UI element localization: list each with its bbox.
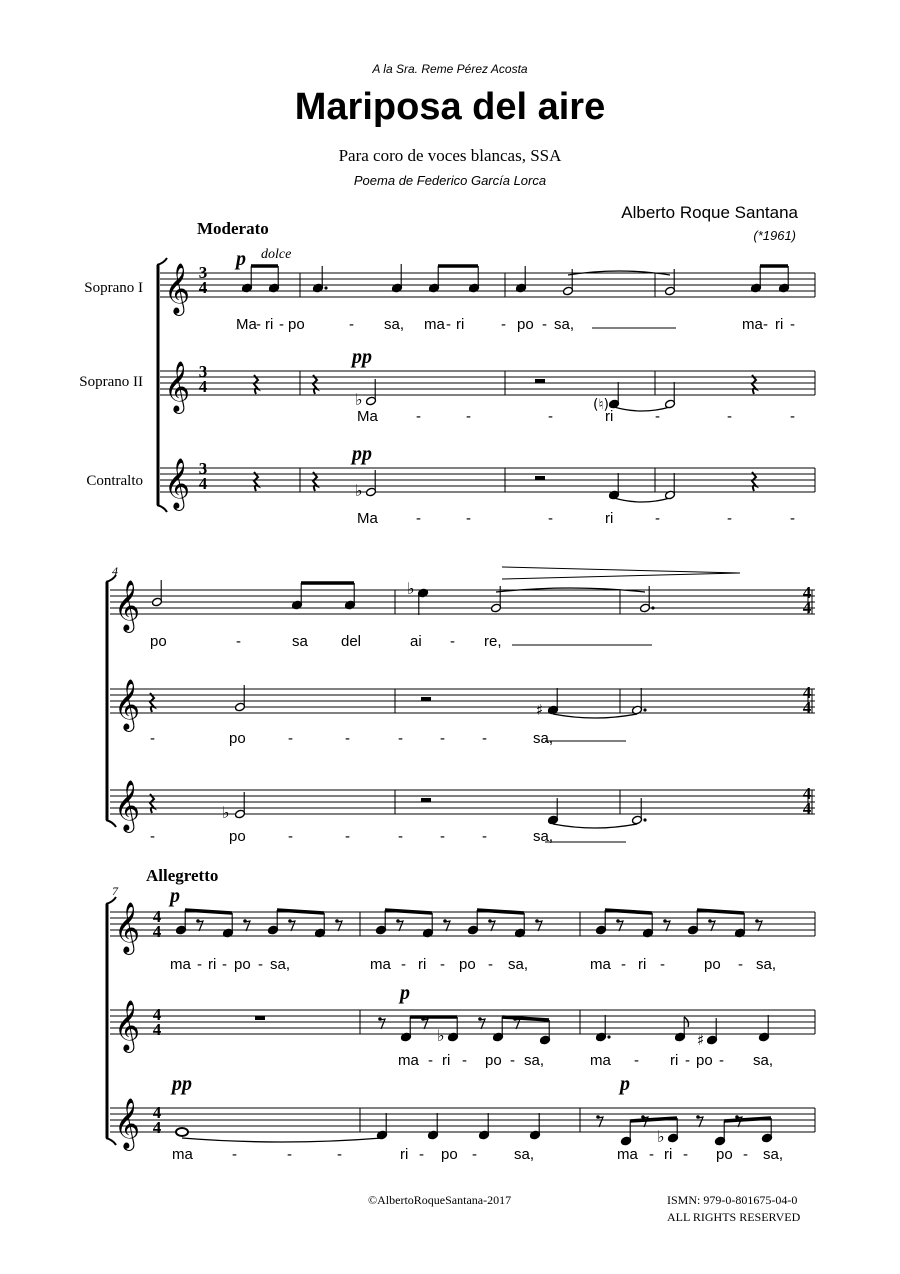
time-signature-top: 4 — [152, 1005, 162, 1024]
time-signature-bottom: 4 — [152, 1118, 162, 1137]
quarter-rest-icon — [150, 794, 154, 813]
lyric-hyphen: - — [337, 1146, 342, 1163]
lyric-syllable: ri — [456, 316, 465, 333]
lyric-hyphen: - — [660, 956, 665, 973]
treble-clef-icon: 𝄞 — [114, 580, 141, 631]
lyric-syllable: ri — [265, 316, 274, 333]
lyric-hyphen: - — [232, 1146, 237, 1163]
lyric-syllable: ma — [590, 1052, 611, 1069]
dynamic-marking: p — [170, 885, 180, 907]
expression-marking: dolce — [261, 247, 292, 262]
lyric-hyphen: - — [345, 828, 350, 845]
dynamic-marking: pp — [172, 1073, 192, 1095]
half-rest-icon — [421, 697, 431, 701]
lyric-hyphen: - — [440, 828, 445, 845]
augmentation-dot — [607, 1035, 610, 1038]
lyric-syllable: sa, — [753, 1052, 774, 1069]
measure-number: 7 — [112, 884, 118, 898]
lyric-hyphen: - — [482, 730, 487, 747]
lyric-syllable: Ma — [236, 316, 257, 333]
lyric-syllable: ri — [605, 510, 614, 527]
time-signature-top: 3 — [198, 459, 208, 478]
time-signature-top: 3 — [198, 362, 208, 381]
lyric-hyphen: - — [428, 1052, 433, 1069]
lyric-syllable: ri — [664, 1146, 673, 1163]
lyric-syllable: po — [485, 1052, 502, 1069]
lyric-syllable: sa, — [514, 1146, 535, 1163]
lyric-syllable: po — [234, 956, 251, 973]
lyric-hyphen: - — [288, 828, 293, 845]
lyric-hyphen: - — [634, 1052, 639, 1069]
lyric-syllable: sa, — [524, 1052, 545, 1069]
half-rest-icon — [421, 798, 431, 802]
quarter-rest-icon — [254, 472, 258, 491]
lyric-syllable: po — [696, 1052, 713, 1069]
tie-curve — [614, 407, 670, 411]
lyric-syllable: re, — [484, 633, 502, 650]
lyric-hyphen: - — [548, 408, 553, 425]
lyric-syllable: sa, — [554, 316, 575, 333]
lyric-hyphen: - — [510, 1052, 515, 1069]
flat-icon: ♭ — [407, 579, 415, 598]
lyric-syllable: sa, — [533, 828, 554, 845]
note-beam — [605, 910, 652, 913]
lyric-hyphen: - — [440, 956, 445, 973]
note-beam — [724, 1118, 771, 1121]
lyric-hyphen: - — [466, 408, 471, 425]
sharp-icon: ♯ — [536, 701, 544, 719]
lyric-syllable: sa, — [533, 730, 554, 747]
lyric-hyphen: - — [655, 408, 660, 425]
lyric-syllable: Ma — [357, 408, 378, 425]
augmentation-dot — [643, 818, 646, 821]
lyric-hyphen: - — [287, 1146, 292, 1163]
lyric-syllable: ri — [442, 1052, 451, 1069]
lyric-hyphen: - — [416, 510, 421, 527]
dynamic-marking: p — [400, 982, 410, 1004]
treble-clef-icon: 𝄞 — [164, 458, 191, 509]
decrescendo-hairpin — [502, 573, 740, 579]
lyric-syllable: po — [150, 633, 167, 650]
copyright-notice: ©AlbertoRoqueSantana-2017 — [368, 1193, 512, 1207]
lyric-syllable: ma — [170, 956, 191, 973]
lyric-syllable: po — [704, 956, 721, 973]
lyric-hyphen: - — [236, 633, 241, 650]
dynamic-marking: pp — [352, 346, 372, 368]
lyric-hyphen: - — [258, 956, 263, 973]
lyric-hyphen: - — [466, 510, 471, 527]
dynamic-marking: p — [236, 248, 246, 270]
time-signature-top: 4 — [802, 683, 812, 702]
tie-curve — [182, 1138, 382, 1142]
lyric-syllable: ri — [775, 316, 784, 333]
time-signature-top: 4 — [152, 907, 162, 926]
lyric-hyphen: - — [542, 316, 547, 333]
lyric-hyphen: - — [548, 510, 553, 527]
lyric-syllable: sa, — [384, 316, 405, 333]
note-beam — [185, 910, 232, 913]
lyric-hyphen: - — [256, 316, 261, 333]
lyric-hyphen: - — [719, 1052, 724, 1069]
lyric-hyphen: - — [501, 316, 506, 333]
lyric-hyphen: - — [440, 730, 445, 747]
treble-clef-icon: 𝄞 — [114, 780, 141, 831]
lyric-hyphen: - — [763, 316, 768, 333]
decrescendo-hairpin — [502, 567, 740, 573]
lyric-hyphen: - — [401, 956, 406, 973]
treble-clef-icon: 𝄞 — [114, 1098, 141, 1149]
lyric-syllable: ma — [424, 316, 445, 333]
lyric-hyphen: - — [150, 828, 155, 845]
time-signature-bottom: 4 — [802, 799, 812, 818]
note-beam — [477, 910, 524, 913]
voice-name-soprano-1: Soprano I — [84, 280, 143, 296]
lyric-syllable: ri — [605, 408, 614, 425]
sharp-icon: ♯ — [697, 1031, 705, 1049]
lyric-hyphen: - — [446, 316, 451, 333]
lyric-hyphen: - — [685, 1052, 690, 1069]
lyric-syllable: ri — [208, 956, 217, 973]
treble-clef-icon: 𝄞 — [164, 263, 191, 314]
lyric-hyphen: - — [743, 1146, 748, 1163]
augmentation-dot — [651, 606, 654, 609]
note-beam — [385, 910, 432, 913]
lyric-syllable: ma — [398, 1052, 419, 1069]
note-beam — [502, 1017, 549, 1020]
tempo-marking-allegretto: Allegretto — [146, 866, 219, 885]
flat-icon: ♭ — [657, 1127, 665, 1146]
tie-curve — [553, 824, 637, 828]
page-title: Mariposa del aire — [294, 86, 606, 128]
time-signature-bottom: 4 — [152, 1020, 162, 1039]
augmentation-dot — [324, 286, 327, 289]
time-signature-bottom: 4 — [152, 922, 162, 941]
lyric-hyphen: - — [398, 730, 403, 747]
lyric-syllable: sa — [292, 633, 308, 650]
lyric-hyphen: - — [621, 956, 626, 973]
natural-icon: (♮) — [593, 397, 609, 413]
lyric-hyphen: - — [683, 1146, 688, 1163]
lyric-hyphen: - — [790, 510, 795, 527]
lyric-syllable: ri — [638, 956, 647, 973]
lyric-hyphen: - — [727, 510, 732, 527]
quarter-rest-icon — [752, 375, 756, 394]
lyric-syllable: ri — [400, 1146, 409, 1163]
lyric-hyphen: - — [727, 408, 732, 425]
quarter-rest-icon — [254, 375, 258, 394]
lyric-hyphen: - — [790, 316, 795, 333]
dedication: A la Sra. Reme Pérez Acosta — [372, 62, 528, 76]
time-signature-top: 4 — [152, 1103, 162, 1122]
flat-icon: ♭ — [222, 803, 230, 822]
composer-year: (*1961) — [753, 228, 796, 243]
lyric-syllable: del — [341, 633, 362, 650]
lyric-hyphen: - — [150, 730, 155, 747]
lyric-hyphen: - — [450, 633, 455, 650]
lyric-hyphen: - — [398, 828, 403, 845]
lyric-hyphen: - — [197, 956, 202, 973]
dynamic-marking: pp — [352, 443, 372, 465]
lyric-syllable: Ma — [357, 510, 378, 527]
lyric-hyphen: - — [462, 1052, 467, 1069]
half-rest-icon — [535, 379, 545, 383]
lyric-syllable: po — [517, 316, 534, 333]
lyric-syllable: ma — [172, 1146, 193, 1163]
lyric-hyphen: - — [416, 408, 421, 425]
lyric-hyphen: - — [345, 730, 350, 747]
lyric-syllable: ri — [418, 956, 427, 973]
lyric-syllable: sa, — [763, 1146, 784, 1163]
lyric-syllable: ma — [617, 1146, 638, 1163]
tempo-marking-moderato: Moderato — [197, 219, 269, 238]
dynamic-marking: p — [620, 1073, 630, 1095]
note-beam — [697, 910, 744, 913]
time-signature-top: 4 — [802, 784, 812, 803]
lyric-hyphen: - — [472, 1146, 477, 1163]
time-signature-bottom: 4 — [802, 598, 812, 617]
quarter-rest-icon — [313, 472, 317, 491]
lyric-syllable: ma — [742, 316, 763, 333]
tie-curve — [553, 714, 637, 718]
lyric-hyphen: - — [649, 1146, 654, 1163]
treble-clef-icon: 𝄞 — [114, 902, 141, 953]
quarter-rest-icon — [752, 472, 756, 491]
lyric-syllable: po — [716, 1146, 733, 1163]
voice-name-soprano-2: Soprano II — [79, 374, 143, 390]
time-signature-bottom: 4 — [198, 278, 208, 297]
poet-credit: Poema de Federico García Lorca — [353, 173, 547, 188]
rights-notice: ALL RIGHTS RESERVED — [667, 1210, 801, 1224]
half-rest-icon — [535, 476, 545, 480]
lyric-hyphen: - — [288, 730, 293, 747]
flat-icon: ♭ — [355, 481, 363, 500]
lyric-hyphen: - — [790, 408, 795, 425]
lyric-hyphen: - — [222, 956, 227, 973]
treble-clef-icon: 𝄞 — [114, 1000, 141, 1051]
lyric-hyphen: - — [482, 828, 487, 845]
lyric-hyphen: - — [655, 510, 660, 527]
lyric-syllable: po — [229, 730, 246, 747]
time-signature-bottom: 4 — [198, 474, 208, 493]
tie-curve — [614, 498, 670, 502]
lyric-hyphen: - — [419, 1146, 424, 1163]
lyric-hyphen: - — [279, 316, 284, 333]
lyric-syllable: ai — [410, 633, 422, 650]
whole-note-head — [176, 1128, 188, 1136]
composer-name: Alberto Roque Santana — [621, 203, 798, 222]
lyric-syllable: po — [288, 316, 305, 333]
quarter-rest-icon — [150, 693, 154, 712]
lyric-syllable: sa, — [508, 956, 529, 973]
lyric-hyphen: - — [349, 316, 354, 333]
lyric-syllable: ri — [670, 1052, 679, 1069]
time-signature-bottom: 4 — [802, 698, 812, 717]
treble-clef-icon: 𝄞 — [114, 679, 141, 730]
lyric-syllable: ma — [370, 956, 391, 973]
whole-rest-icon — [255, 1016, 265, 1020]
treble-clef-icon: 𝄞 — [164, 361, 191, 412]
lyric-syllable: sa, — [756, 956, 777, 973]
lyric-hyphen: - — [738, 956, 743, 973]
ismn-code: ISMN: 979-0-801675-04-0 — [667, 1193, 798, 1207]
flat-icon: ♭ — [437, 1026, 445, 1045]
voice-name-contralto: Contralto — [86, 473, 143, 489]
lyric-syllable: ma — [590, 956, 611, 973]
time-signature-top: 3 — [198, 263, 208, 282]
time-signature-top: 4 — [802, 583, 812, 602]
measure-number: 4 — [112, 564, 118, 578]
subtitle: Para coro de voces blancas, SSA — [338, 146, 562, 165]
augmentation-dot — [643, 708, 646, 711]
lyric-syllable: po — [441, 1146, 458, 1163]
lyric-hyphen: - — [488, 956, 493, 973]
time-signature-bottom: 4 — [198, 377, 208, 396]
lyric-syllable: po — [229, 828, 246, 845]
lyric-syllable: po — [459, 956, 476, 973]
flat-icon: ♭ — [355, 390, 363, 409]
note-beam — [630, 1118, 677, 1121]
note-beam — [277, 910, 324, 913]
quarter-rest-icon — [313, 375, 317, 394]
lyric-syllable: sa, — [270, 956, 291, 973]
